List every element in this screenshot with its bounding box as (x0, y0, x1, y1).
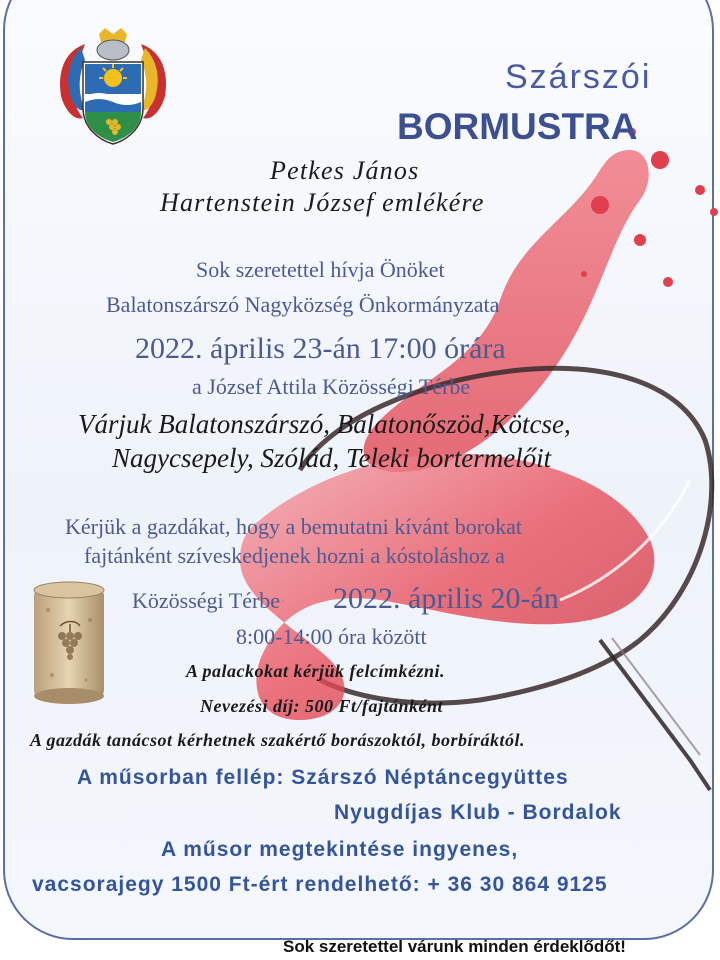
request-line-2: fajtánként szíveskedjenek hozni a kóstoláshoz a (84, 543, 505, 568)
title-line-1: Szárszói (505, 58, 652, 96)
request-venue: Közösségi Térbe (132, 588, 281, 613)
invitation-line-2: Balatonszárszó Nagyközség Önkormányzata (106, 292, 500, 317)
event-date: 2022. április 23-án 17:00 órára (135, 332, 506, 365)
request-date: 2022. április 20-án (333, 582, 559, 615)
producers-line-1: Várjuk Balatonszárszó, Balatonőszöd,Kötcse, (78, 409, 571, 439)
invitation-line-1: Sok szeretettel hívja Önöket (196, 257, 445, 282)
program-line-4: vacsorajegy 1500 Ft-ért rendelhető: + 36 30 864 9125 (32, 873, 608, 896)
program-line-3: A műsor megtekintése ingyenes, (161, 838, 519, 861)
page-title: BORMUSTRA (397, 106, 638, 147)
memorial-line-1: Petkes János (270, 156, 420, 185)
event-venue: a József Attila Közösségi Térbe (192, 374, 471, 399)
coat-of-arms-icon (55, 26, 171, 148)
request-line-1: Kérjük a gazdákat, hogy a bemutatni kívánt borokat (65, 514, 522, 539)
wine-cork-icon (30, 580, 108, 706)
note-advice: A gazdák tanácsot kérhetnek szakértő borászoktól, borbíráktól. (30, 730, 526, 750)
note-labels: A palackokat kérjük felcímkézni. (186, 661, 445, 681)
note-fee: Nevezési díj: 500 Ft/fajtánként (200, 696, 443, 716)
closing-message: Sok szeretettel várunk minden érdeklődőt! (283, 937, 626, 956)
program-line-1: A műsorban fellép: Szárszó Néptáncegyüttes (77, 766, 569, 789)
memorial-line-2: Hartenstein József emlékére (160, 188, 485, 217)
request-hours: 8:00-14:00 óra között (236, 624, 427, 649)
program-line-2: Nyugdíjas Klub - Bordalok (334, 801, 622, 824)
producers-line-2: Nagycsepely, Szólád, Teleki bortermelőit (112, 443, 552, 473)
